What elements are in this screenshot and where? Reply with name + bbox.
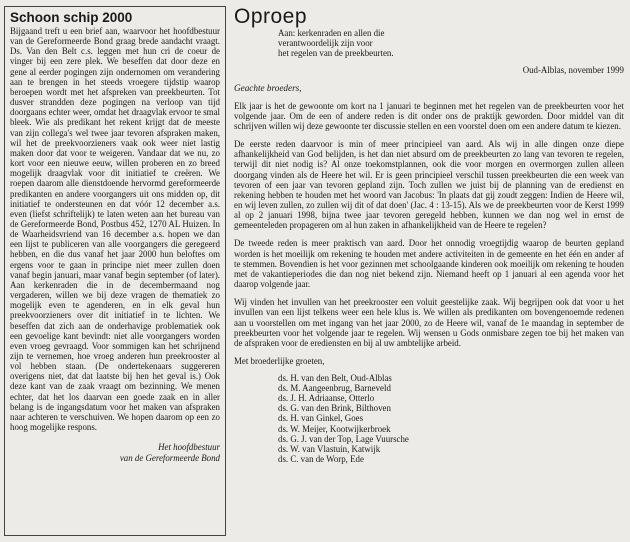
left-column-box	[4, 6, 226, 536]
letter-title: Oproep	[234, 6, 308, 28]
signer: ds. G. J. van der Top, Lage Vuursche	[278, 433, 409, 444]
signers-list	[278, 373, 624, 464]
right-column-letter	[234, 6, 624, 536]
letter-paragraph-2: De eerste reden daarvoor is min of meer principieel van aard. Als wij in alle dingen onze diepe afhankelijkheid van God belijden, is het dan niet absurd om de preekbeurten zo lang van tevoren te regelen, terwijl dit niet nodig is? Al onze toekomstplannen, ook die voor morgen en overmorgen zullen alleen doorgang vinden als de Heere het wil. Er is geen principieel verschil tussen preekbeurten die een week van tevoren of een jaar van tevoren gepland zijn. Toch zullen we juist bij de planning van de eredienst en rekening hebben te houden met het woord van Jacobus: 'In plaats dat gij zoudt zeggen: Indien de Heere wil, en wij leven zullen, zo zullen wij dit of dat doen' (Jac. 4 : 13-15). Als we de preekbeurten voor de Kerst 1999 al op 2 januari 1998, bijna twee jaar tevoren geregeld hebben, kunnen we dan nog wel in ernst de gemeenteleden propageren om al hun zaken in afhankelijkheid van de Heere te regelen?	[234, 139, 624, 231]
signer: ds. M. Aangeenbrug, Barneveld	[278, 383, 391, 394]
signer: ds. H. van Ginkel, Goes	[278, 413, 364, 424]
letter-paragraph-1: Elk jaar is het de gewoonte om kort na 1 januari te beginnen met het regelen van de preekbeurten voor het volgende jaar. Om de een of andere reden is dit onder ons de praktijk geworden. Door middel van dit schrijven willen wij deze gewoonte ter discussie stellen en een voorstel doen om een andere datum te kiezen.	[234, 100, 624, 131]
letter-paragraph-3: De tweede reden is meer praktisch van aard. Door het onnodig vroegtijdig waarop de beurten gepland worden is het moeilijk om rekening te houden met andere activiteiten in de gemeente en het één en ander af te stemmen. Bovendien is het voor gezinnen met schoolgaande kinderen ook moeilijk om rekening te houden met de vakantieperiodes die dan nog niet bekend zijn. Niemand heeft op 1 januari al een agenda voor het daarop volgende jaar.	[234, 238, 624, 290]
address-line: Aan: kerkenraden en allen die	[278, 28, 385, 38]
signer: ds. C. van de Worp, Ede	[278, 453, 364, 464]
signer: ds. J. H. Adriaanse, Otterlo	[278, 393, 375, 404]
signer: ds. W. van Vlastuin, Katwijk	[278, 443, 381, 454]
letter-paragraph-4: Wij vinden het invullen van het preekrooster een voluit geestelijke zaak. Wij begrijpen ook dat voor u het invullen van een lijst telkens weer een hele klus is. We willen als predikanten om bovengenoemde redenen aan u voorstellen om met ingang van het jaar 2000, zo de Heere wil, vanaf de 1e maandag in september de preekbeurten voor het volgende jaar te regelen. Wij wensen u Gods onmisbare zegen toe bij het maken van de afspraken voor de erediensten en bij al uw ambtelijke arbeid.	[234, 297, 624, 348]
letter-salutation: Geachte broeders,	[234, 82, 302, 93]
left-signature-line-1: Het hoofdbestuur	[158, 442, 220, 453]
letter-address	[278, 28, 624, 59]
left-signature	[10, 442, 220, 463]
signer: ds. W. Meijer, Kootwijkerbroek	[278, 423, 391, 434]
left-body-text: Bijgaand treft u een brief aan, waarvoor het hoofdbestuur van de Gereformeerde Bond graag brede aandacht vraagt. Ds. Van den Belt c.s. leggen met hun cri de coeur de vinger bij een zere plek. We beseffen dat door deze en gene al eerder pogingen zijn ondernomen om verandering aan te brengen in het steeds vroegere tijdstip waarop beroepen wordt met het afspreken van preekbeurten. Tot dusver strandden deze pogingen na verloop van tijd doorgaans echter weer, omdat het draagvlak ervoor te smal bleek. Wie als predikant het rekent krijgt dat de meeste van zijn collega's wel twee jaar tevoren afspraken maken, wil het de preekvoorzieners vaak ook weer niet lastig maken door dat voor te weigeren. Vandaar dat we nu, zo kort voor een nieuwe eeuw, willen proberen en zo breed mogelijk draagvlak voor dit initiatief te creëren. We roepen daarom alle dienstdoende hervormd gereformeerde predikanten en andere voorgangers uit ons midden op, dit initiatief te ondersteunen en dat vóór 12 december a.s. even (liefst schriftelijk) te laten weten aan het bureau van de Gereformeerde Bond, Postbus 452, 1270 AL Huizen. In de Waarheidsvriend van 16 december a.s. hopen we dan een lijst te publiceren van alle voorgangers die geregeerd hebben, en die dus vanaf het jaar 2000 hun beloftes om ergens voor te gaan in principe niet meer zullen doen vanaf begin januari, maar vanaf begin september (of later). Aan kerkenraden die in de decembermaand nog vergaderen, willen we bij deze vragen de thematiek zo mogelijk even te agenderen, en in elk geval hun preekvoorzieners over dit initiatief in te lichten. We beseffen dat zich aan de onderhavige problematiek ook een gevoelige kant bevindt: niet alle voorgangers worden even vroeg gevraagd. Voor sommigen kan het schrijnend zijn te vernemen, hoe vroeg anderen hun preekrooster al vol hebben staan. (De ondertekenaars suggereren overigens niet, dat dat laatste bij hen het geval is.) Ook deze kant van de zaak vraagt om bezinning. We menen echter, dat het los daarvan een goede zaak en in aller belang is de ingangsdatum voor het maken van afspraken naar achteren te verschuiven. We hopen daarom op een zo hoog mogelijke respons.	[10, 26, 220, 433]
left-title: Schoon schip 2000	[10, 10, 133, 25]
signer: ds. H. van den Belt, Oud-Alblas	[278, 373, 392, 384]
signer: ds. G. van den Brink, Bilthoven	[278, 403, 391, 414]
left-signature-line-2: van de Gereformeerde Bond	[119, 452, 220, 463]
letter-closing: Met broederlijke groeten,	[234, 356, 325, 367]
address-line: het regelen van de preekbeurten.	[278, 48, 394, 59]
letter-dateline: Oud-Alblas, november 1999	[522, 64, 624, 75]
address-line: verantwoordelijk zijn voor	[278, 38, 373, 49]
